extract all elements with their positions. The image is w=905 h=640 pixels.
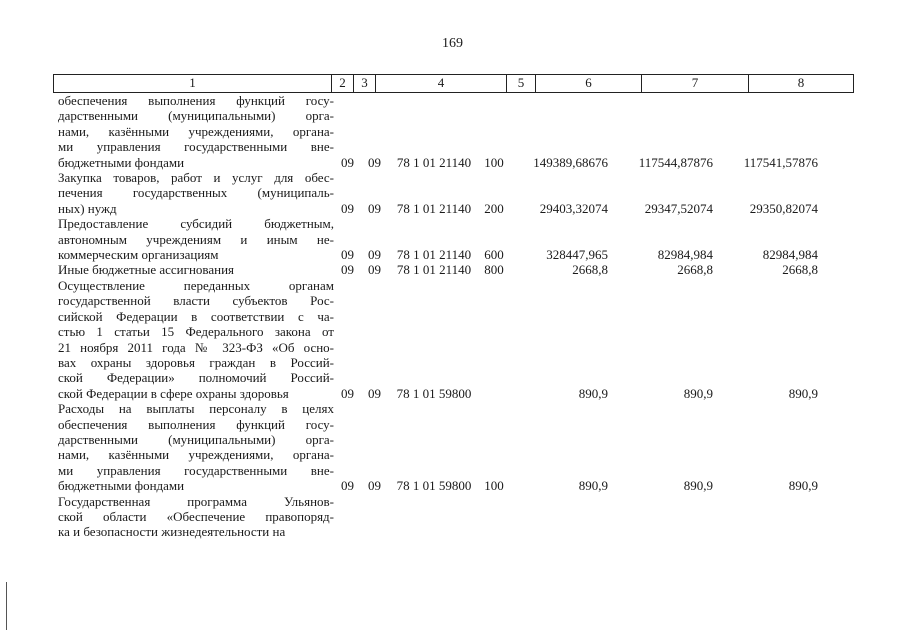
amount-year-2: 82984,984 [657,247,713,263]
amount-year-2: 890,9 [683,385,713,401]
target-article-code: 78 1 01 59800 [396,478,472,494]
row-description [58,216,334,262]
expense-type-code: 200 [484,200,504,216]
description-line: Государственная программа Ульянов- [58,493,334,509]
header-col-2: 2 [332,75,354,92]
target-article-code: 78 1 01 21140 [396,262,472,278]
expense-type-code: 100 [484,478,504,494]
description-line: ка и безопасности жизнедеятельности на [58,524,286,540]
amount-year-2: 890,9 [683,478,713,494]
amount-year-1: 149389,68676 [533,154,608,170]
subsection-code: 09 [368,200,381,216]
description-line: коммерческим организациям [58,247,219,263]
header-col-5: 5 [507,75,536,92]
expense-type-code: 600 [484,247,504,263]
row-description [58,170,334,216]
table-row [0,170,905,216]
row-description [58,93,334,170]
description-line: нами, казёнными учреждениями, органа- [58,447,334,463]
amount-year-3: 117541,57876 [743,154,818,170]
table-body [0,93,905,540]
amount-year-3: 2668,8 [782,262,818,278]
table-row [0,262,905,277]
page-number: 169 [442,36,463,51]
description-line: Предоставление субсидий бюджетным, [58,216,334,232]
description-line: ми управления государственными вне- [58,462,334,478]
target-article-code: 78 1 01 59800 [396,385,472,401]
row-description [58,401,334,493]
header-col-7: 7 [642,75,749,92]
table-header [53,74,854,93]
description-line: бюджетными фондами [58,154,185,170]
description-line: Закупка товаров, работ и услуг для обес- [58,170,334,186]
table-row [0,401,905,493]
description-line: бюджетными фондами [58,478,185,494]
description-line: обеспечения выполнения функций госу- [58,416,334,432]
description-line: вах охраны здоровья граждан в Россий- [58,354,334,370]
expense-type-code: 100 [484,154,504,170]
row-description [58,494,334,540]
header-col-6: 6 [536,75,642,92]
description-line: обеспечения выполнения функций госу- [58,93,334,108]
amount-year-3: 82984,984 [762,247,818,263]
amount-year-1: 890,9 [578,385,608,401]
description-line: ми управления государственными вне- [58,139,334,155]
header-col-4: 4 [376,75,507,92]
row-description [58,262,334,277]
amount-year-1: 29403,32074 [539,200,608,216]
description-line: дарственными (муниципальными) орга- [58,431,334,447]
row-description [58,278,334,401]
table-row [0,216,905,262]
table-row [0,93,905,170]
description-line: государственной власти субъектов Рос- [58,293,334,309]
header-col-8: 8 [797,75,805,90]
header-col-1: 1 [54,75,332,92]
description-line: нами, казёнными учреждениями, органа- [58,123,334,139]
description-line: автономным учреждениям и иным не- [58,231,334,247]
subsection-code: 09 [368,478,381,494]
amount-year-1: 890,9 [578,478,608,494]
description-line: ской Федерации» полномочий Россий- [58,370,334,386]
subsection-code: 09 [368,262,381,278]
description-line: дарственными (муниципальными) орга- [58,108,334,124]
description-line: Осуществление переданных органам [58,277,334,293]
amount-year-2: 2668,8 [677,262,713,278]
target-article-code: 78 1 01 21140 [396,247,472,263]
description-line: стью 1 статьи 15 Федерального закона от [58,324,334,340]
amount-year-3: 890,9 [788,385,818,401]
section-code: 09 [341,154,354,170]
description-line: ных) нужд [58,200,117,216]
expense-type-code: 800 [484,262,504,278]
description-line: Расходы на выплаты персоналу в целях [58,401,334,417]
subsection-code: 09 [368,154,381,170]
target-article-code: 78 1 01 21140 [396,200,472,216]
amount-year-1: 2668,8 [572,262,608,278]
amount-year-2: 29347,52074 [644,200,713,216]
scan-edge-mark [6,582,7,630]
section-code: 09 [341,478,354,494]
target-article-code: 78 1 01 21140 [396,154,472,170]
description-line: сийской Федерации в соответствии с ча- [58,308,334,324]
description-line: печения государственных (муниципаль- [58,185,334,201]
section-code: 09 [341,262,354,278]
subsection-code: 09 [368,385,381,401]
amount-year-1: 328447,965 [546,247,608,263]
amount-year-3: 29350,82074 [749,200,818,216]
description-line: ской Федерации в сфере охраны здоровья [58,385,289,401]
section-code: 09 [341,200,354,216]
description-line: Иные бюджетные ассигнования [58,262,235,278]
table-row [0,278,905,401]
description-line: 21 ноября 2011 года № 323-ФЗ «Об осно- [58,339,334,355]
description-line: ской области «Обеспечение правопоряд- [58,508,334,524]
amount-year-2: 117544,87876 [638,154,713,170]
table-row [0,494,905,540]
amount-year-3: 890,9 [788,478,818,494]
header-col-3: 3 [354,75,376,92]
subsection-code: 09 [368,247,381,263]
section-code: 09 [341,247,354,263]
section-code: 09 [341,385,354,401]
